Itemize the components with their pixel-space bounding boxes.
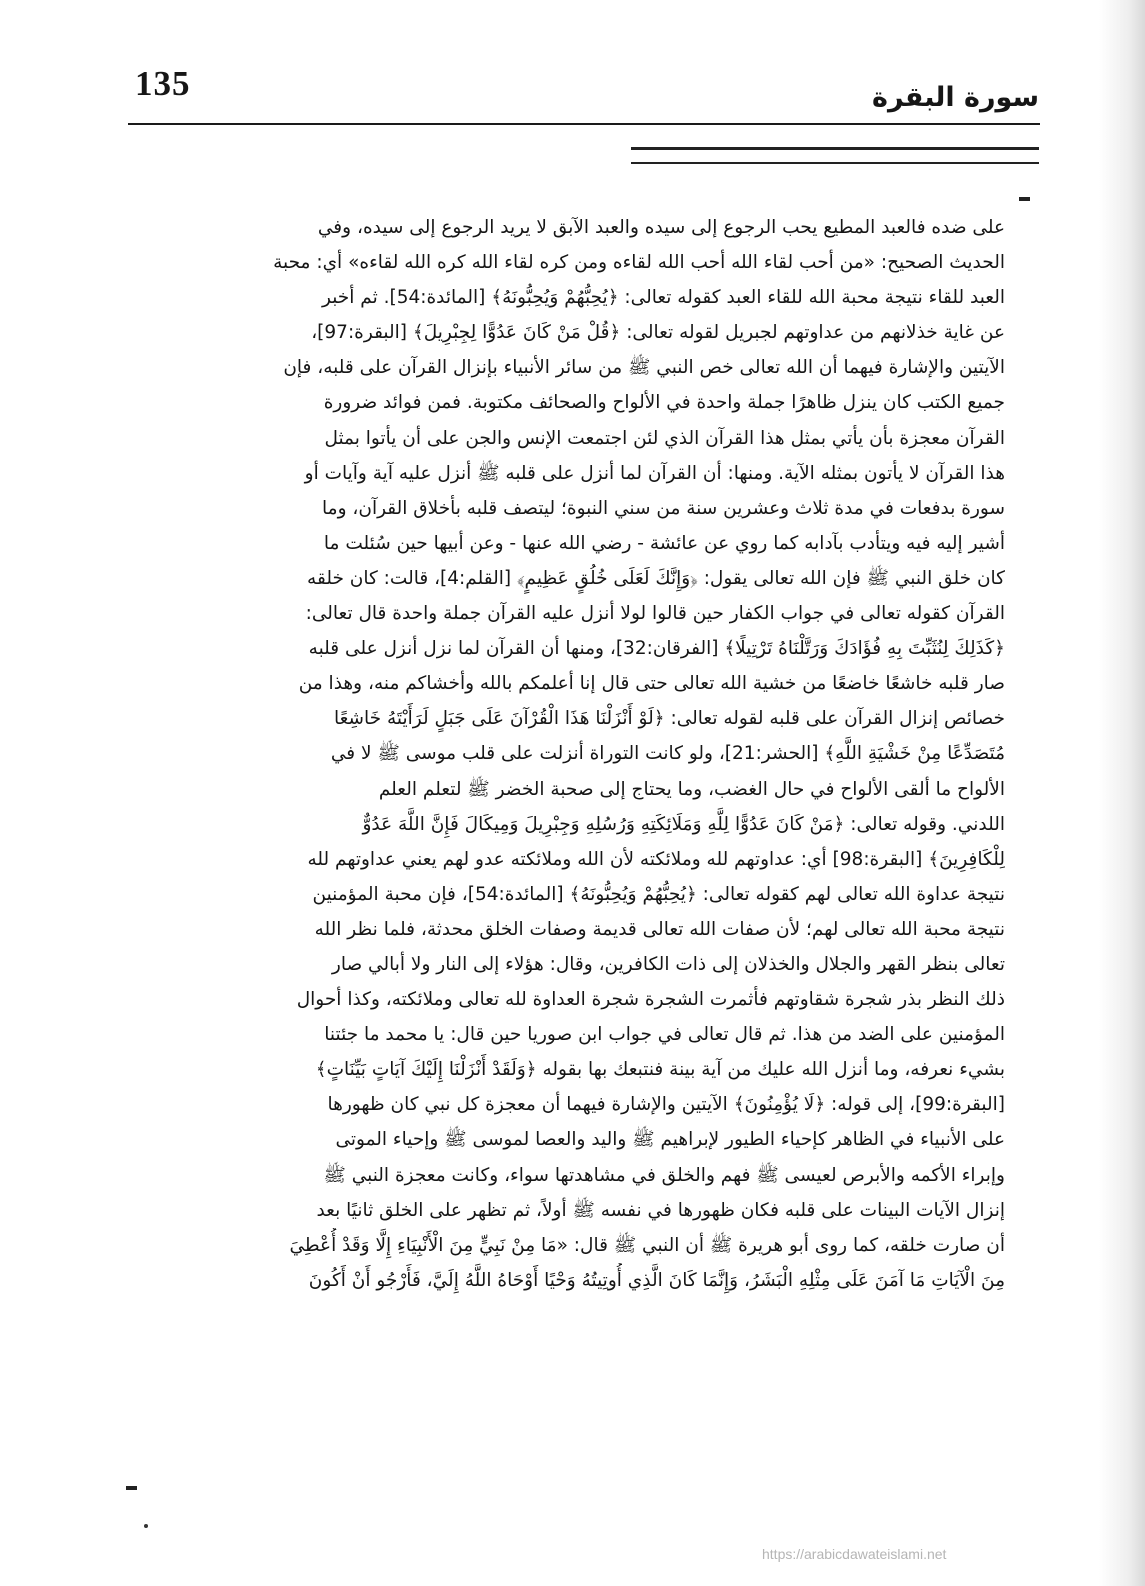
body-line: مِنَ الْآيَاتِ مَا آمَنَ عَلَى مِثْلِهِ الْبَشَرُ، وَإِنَّمَا كَانَ الَّذِي أُوتِيتُهُ وَحْيًا أَوْحَاهُ اللَّهُ إِلَيَّ، فَأَرْجُو أَنْ أَكُونَ (308, 1269, 1005, 1291)
body-line: العبد للقاء نتيجة محبة الله للقاء العبد كقوله تعالى: ﴿يُحِبُّهُمْ وَيُحِبُّونَهُ﴾ [المائدة:54]. ثم أخبر (322, 287, 1005, 309)
body-line: على الأنبياء في الظاهر كإحياء الطيور لإبراهيم ﷺ واليد والعصا لموسى ﷺ وإحياء الموتى (335, 1129, 1005, 1151)
page-number: 135 (135, 64, 191, 103)
body-line: كان خلق النبي ﷺ فإن الله تعالى يقول: ﴿وَإِنَّكَ لَعَلَى خُلُقٍ عَظِيمٍ﴾ [القلم:4]، قالت: كان خلقه (307, 567, 1005, 589)
margin-dash-top (1019, 197, 1030, 201)
scan-speck (144, 1524, 148, 1528)
body-line: مُتَصَدِّعًا مِنْ خَشْيَةِ اللَّهِ﴾ [الحشر:21]، ولو كانت التوراة أنزلت على قلب موسى ﷺ لا في (330, 743, 1005, 765)
scan-shadow-edge (1099, 0, 1145, 1586)
body-line: جميع الكتب كان ينزل ظاهرًا جملة واحدة في الألواح والصحائف مكتوبة. فمن فوائد ضرورة (323, 392, 1005, 414)
header-rule (128, 123, 1040, 125)
body-line: أشير إليه فيه ويتأدب بآدابه كما روي عن عائشة - رضي الله عنها - وعن أبيها حين سُئلت ما (323, 532, 1005, 554)
body-line: هذا القرآن لا يأتون بمثله الآية. ومنها: أن القرآن لما أنزل على قلبه ﷺ أنزل عليه آية وآيات أو (304, 462, 1005, 484)
body-line: بشيء نعرفه، وما أنزل الله عليك من آية بينة فنتبعك بها بقوله ﴿وَلَقَدْ أَنْزَلْنَا إِلَيْكَ آيَاتٍ بَيِّنَاتٍ﴾ (315, 1059, 1005, 1081)
body-line: نتيجة عداوة الله تعالى لهم كقوله تعالى: ﴿يُحِبُّهُمْ وَيُحِبُّونَهُ﴾ [المائدة:54]، فإن محبة المؤمنين (312, 883, 1005, 905)
body-line: [البقرة:99]، إلى قوله: ﴿لَا يُؤْمِنُونَ﴾ الآيتين والإشارة فيهما أن معجزة كل نبي كان ظهورها (327, 1094, 1005, 1116)
body-line: سورة بدفعات في مدة ثلاث وعشرين سنة من سني النبوة؛ ليتصف قلبه بأخلاق القرآن، وما (322, 497, 1005, 519)
body-line: خصائص إنزال القرآن على قلبه لقوله تعالى: ﴿لَوْ أَنْزَلْنَا هَذَا الْقُرْآنَ عَلَى جَبَلٍ لَرَأَيْتَهُ خَاشِعًا (333, 708, 1005, 730)
ornament-rule-top (631, 147, 1039, 150)
body-line: الآيتين والإشارة فيهما أن الله تعالى خص النبي ﷺ من سائر الأنبياء بإنزال القرآن على قلبه، فإن (283, 357, 1005, 379)
body-line: لِلْكَافِرِينَ﴾ [البقرة:98] أي: عداوتهم لله وملائكته لأن الله وملائكته عدو لهم يعني عداوتهم لله (307, 848, 1005, 870)
body-line: أن صارت خلقه، كما روى أبو هريرة ﷺ أن النبي ﷺ قال: «مَا مِنْ نَبِيٍّ مِنَ الْأَنْبِيَاءِ إِلَّا وَقَدْ أُعْطِيَ (289, 1234, 1005, 1256)
body-line: وإبراء الأكمه والأبرص لعيسى ﷺ فهم والخلق في مشاهدتها سواء، وكانت معجزة النبي ﷺ (323, 1164, 1005, 1186)
body-text (128, 210, 1005, 1298)
body-line: القرآن كقوله تعالى في جواب الكفار حين قالوا لولا أنزل عليه القرآن جملة واحدة قال تعالى: (305, 603, 1005, 625)
body-line: على ضده فالعبد المطيع يحب الرجوع إلى سيده والعبد الآبق لا يريد الرجوع إلى سيده، وفي (317, 217, 1005, 238)
body-line: صار قلبه خاشعًا خاضعًا من خشية الله تعالى حتى قال إنا أعلمكم بالله وأخشاكم منه، وهذا من (298, 673, 1005, 695)
body-line: الحديث الصحيح: «من أحب لقاء الله أحب الله لقاءه ومن كره لقاء الله كره الله لقاءه» أي: محبة (273, 252, 1005, 274)
body-line: عن غاية خذلانهم من عداوتهم لجبريل لقوله تعالى: ﴿قُلْ مَنْ كَانَ عَدُوًّا لِجِبْرِيلَ﴾ [البقرة:97]، (311, 322, 1005, 344)
body-line: ﴿كَذَلِكَ لِنُثَبِّتَ بِهِ فُؤَادَكَ وَرَتَّلْنَاهُ تَرْتِيلًا﴾ [الفرقان:32]، ومنها أن القرآن لما نزل أنزل على قلبه (308, 638, 1005, 660)
running-header-title: سورة البقرة (872, 82, 1039, 113)
body-line: اللدني. وقوله تعالى: ﴿مَنْ كَانَ عَدُوًّا لِلَّهِ وَمَلَائِكَتِهِ وَرُسُلِهِ وَجِبْرِيلَ وَمِيكَالَ فَإِنَّ اللَّهَ عَدُوٌّ (362, 813, 1005, 835)
body-line: المؤمنين على الضد من هذا. ثم قال تعالى في جواب ابن صوريا حين قال: يا محمد ما جئتنا (324, 1024, 1005, 1046)
margin-dash-bottom (126, 1486, 137, 1490)
body-line: تعالى بنظر القهر والجلال والخذلان إلى ذات الكافرين، وقال: هؤلاء إلى النار ولا أبالي صار (331, 953, 1005, 975)
body-line: القرآن معجزة بأن يأتي بمثل هذا القرآن الذي لئن اجتمعت الإنس والجن على أن يأتوا بمثل (324, 427, 1005, 449)
body-line: إنزال الآيات البينات على قلبه فكان ظهورها في نفسه ﷺ أولاً، ثم تظهر على الخلق ثانيًا بعد (316, 1199, 1005, 1221)
body-line: الألواح ما ألقى الألواح في حال الغضب، وما يحتاج إلى صحبة الخضر ﷺ لتعلم العلم (378, 778, 1005, 800)
body-line: نتيجة محبة الله تعالى لهم؛ لأن صفات الله تعالى قديمة وصفات الخلق محدثة، فلما نظر الله (314, 918, 1005, 940)
body-line: ذلك النظر بذر شجرة شقاوتهم فأثمرت الشجرة شجرة العداوة لله تعالى وملائكته، وكذا أحوال (296, 989, 1005, 1011)
source-watermark: https://arabicdawateislami.net (762, 1546, 947, 1562)
ornament-rule-bottom (631, 162, 1039, 164)
